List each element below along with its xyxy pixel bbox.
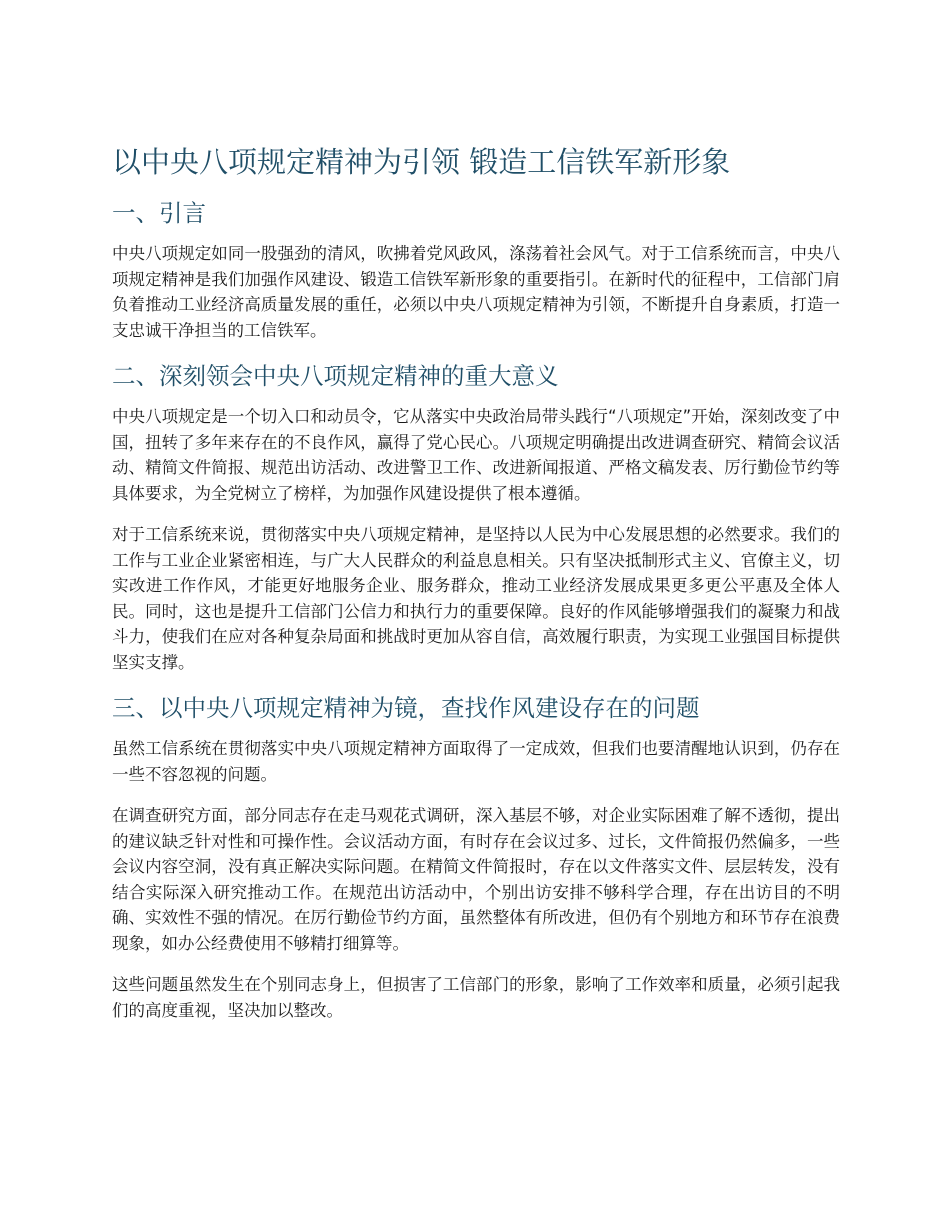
section-heading: 一、引言 [112, 199, 206, 227]
paragraph: 对于工信系统来说，贯彻落实中央八项规定精神，是坚持以人民为中心发展思想的必然要求。我们的工作与工业企业紧密相连，与广大人民群众的利益息息相关。只有坚决抵制形式主义、官僚主义，切实改进工作作风，才能更好地服务企业、服务群众，推动工业经济发展成果更多更公平惠及全体人民。同时，这也是提升工信部门公信力和执行力的重要保障。良好的作风能够增强我们的凝聚力和战斗力，使我们在应对各种复杂局面和挑战时更加从容自信，高效履行职责，为实现工业强国目标提供坚实支撑。 [112, 525, 840, 672]
section-problems [112, 691, 840, 1023]
section-introduction [112, 196, 840, 343]
section-heading: 二、深刻领会中央八项规定精神的重大意义 [112, 362, 559, 390]
paragraph: 中央八项规定是一个切入口和动员令，它从落实中央政治局带头践行“八项规定”开始，深刻改变了中国，扭转了多年来存在的不良作风，赢得了党心民心。八项规定明确提出改进调查研究、精简会议活动、精简文件简报、规范出访活动、改进警卫工作、改进新闻报道、严格文稿发表、厉行勤俭节约等具体要求，为全党树立了榜样，为加强作风建设提供了根本遵循。 [112, 407, 840, 503]
paragraph: 虽然工信系统在贯彻落实中央八项规定精神方面取得了一定成效，但我们也要清醒地认识到，仍存在一些不容忽视的问题。 [112, 739, 840, 784]
paragraph: 中央八项规定如同一股强劲的清风，吹拂着党风政风，涤荡着社会风气。对于工信系统而言，中央八项规定精神是我们加强作风建设、锻造工信铁军新形象的重要指引。在新时代的征程中，工信部门肩负着推动工业经济高质量发展的重任，必须以中央八项规定精神为引领，不断提升自身素质，打造一支忠诚干净担当的工信铁军。 [112, 244, 840, 340]
document-title: 以中央八项规定精神为引领 锻造工信铁军新形象 [112, 145, 731, 179]
section-significance [112, 359, 840, 675]
paragraph: 在调查研究方面，部分同志存在走马观花式调研，深入基层不够，对企业实际困难了解不透彻，提出的建议缺乏针对性和可操作性。会议活动方面，有时存在会议过多、过长，文件简报仍然偏多，一些会议内容空洞，没有真正解决实际问题。在精简文件简报时，存在以文件落实文件、层层转发，没有结合实际深入研究推动工作。在规范出访活动中，个别出访安排不够科学合理，存在出访目的不明确、实效性不强的情况。在厉行勤俭节约方面，虽然整体有所改进，但仍有个别地方和环节存在浪费现象，如办公经费使用不够精打细算等。 [112, 806, 840, 953]
document-page [112, 140, 840, 1039]
section-heading: 三、以中央八项规定精神为镜，查找作风建设存在的问题 [112, 694, 700, 722]
paragraph: 这些问题虽然发生在个别同志身上，但损害了工信部门的形象，影响了工作效率和质量，必须引起我们的高度重视，坚决加以整改。 [112, 975, 840, 1020]
